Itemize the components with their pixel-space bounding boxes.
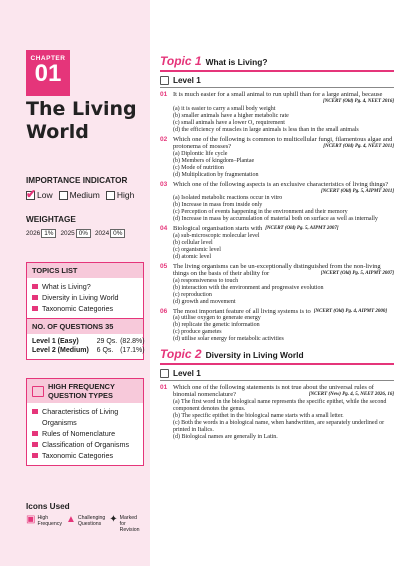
question-item [160, 225, 394, 260]
high-frequency-card [26, 378, 144, 466]
icon-legend-item [109, 515, 144, 533]
topic-list-item-label: Taxonomic Categories [42, 304, 114, 313]
question-item [160, 308, 394, 343]
question-reference: [NCERT (Old) Pg. 4, AIPMT 2000] [313, 308, 388, 314]
option: (d) the efficiency of muscles in large animals is less than in the small animals [173, 126, 359, 133]
bullet-icon [32, 431, 38, 436]
option: (c) organismic level [173, 246, 221, 253]
bullet-icon [32, 453, 38, 458]
options [160, 233, 394, 261]
qs-cell: 6 Qs. [96, 347, 114, 354]
topic1-questions [160, 91, 394, 343]
level-heading [160, 369, 394, 378]
question-text [173, 181, 394, 196]
weightage-year: 2026 [26, 230, 41, 237]
question-reference: [NCERT (Old) Pg. 4, NEET 2016] [323, 99, 394, 105]
option: (d) Multiplication by fragmentation [173, 171, 259, 178]
weightage-value: 0% [110, 229, 125, 238]
option: (d) Increase in mass by accumulation of material both on surface as well as internally [173, 216, 378, 223]
option: (b) interaction with the environment and progressive evolution [173, 284, 324, 291]
icons-used-heading: Icons Used [26, 502, 70, 511]
option: (b) Increase in mass from inside only [173, 202, 263, 209]
option: (a) utilise oxygen to generate energy [173, 315, 261, 322]
option: (c) small animals have a lower O₂ requirement [173, 119, 285, 126]
question-item [160, 91, 394, 134]
importance-medium-checkbox [59, 191, 68, 200]
table-row [32, 337, 148, 346]
question-stem: Which one of the following aspects is an exclusive characteristics of living things? [173, 180, 389, 188]
icon-label-2: Frequency [37, 521, 62, 527]
topic-list-item-label: Diversity in Living World [42, 293, 119, 302]
option: (a) Diplontic life cycle [173, 150, 228, 157]
topic2-questions [160, 384, 394, 441]
bullet-icon [32, 306, 38, 311]
level-icon [160, 369, 169, 378]
question-count-card [26, 318, 144, 360]
option: (a) Isolated metabolic reactions occur in vitro [173, 195, 283, 202]
level-cell: Level 2 (Medium) [32, 347, 89, 354]
question-number: 04 [160, 225, 168, 233]
level-icon [160, 76, 169, 85]
icon-label-1: High [37, 515, 49, 521]
option: (c) Both the words in a biological name, when handwritten, are separately underlined or printed in Italics. [173, 419, 385, 433]
table-row [32, 346, 148, 355]
option: (b) replicate the genetic information [173, 322, 260, 329]
weightage-heading: WEIGHTAGE [26, 215, 76, 224]
question-stem: Biological organisation starts with [173, 225, 263, 233]
list-item [32, 406, 138, 428]
question-stem: The living organisms can be un-exceptionally distinguished from the non-living things on the basis of their ability for [173, 262, 381, 278]
bullet-icon [32, 284, 38, 289]
divider [160, 363, 394, 365]
icon-label-1: Challenging [77, 515, 106, 521]
topic-list-item [32, 281, 138, 292]
option: (b) Members of kingdom–Plantae [173, 157, 255, 164]
chapter-label: CHAPTER [30, 55, 66, 62]
option: (a) it is easier to carry a small body weight [173, 105, 276, 112]
divider [160, 70, 394, 72]
topic-list-item [32, 303, 138, 314]
icon-label-2: Questions [77, 521, 102, 527]
importance-indicator [26, 176, 144, 200]
chapter-title-line2: World [26, 121, 89, 143]
topic-number: Topic 2 [160, 347, 202, 362]
icon-label-2: Revision [119, 527, 140, 533]
weightage-year: 2025 [60, 230, 75, 237]
question-text [173, 263, 394, 278]
question-item [160, 384, 394, 441]
options [160, 195, 394, 223]
main-content [160, 54, 394, 443]
question-stem: Which one of the following is common to multicellular fungi, filamentous algae and protonema of mosses? [173, 135, 393, 151]
hf-line2: QUESTION TYPES [48, 391, 113, 400]
hf-item-label: Rules of Nomenclature [42, 429, 116, 438]
qs-cell: 29 Qs. [96, 338, 118, 345]
option: (b) The specific epithet in the biological name starts with a small letter. [173, 412, 344, 419]
hf-item-label: Characteristics of Living Organisms [42, 407, 119, 427]
option: (d) Biological names are generally in Latin. [173, 433, 278, 440]
left-panel [0, 0, 150, 566]
question-reference: [NCERT (Old) Pg. 5, AIPMT 2011] [320, 189, 394, 195]
level-label: Level 1 [173, 76, 201, 85]
question-number: 01 [160, 91, 168, 98]
importance-high-checkbox [106, 191, 115, 200]
question-text [173, 91, 394, 106]
high-frequency-heading-text [48, 382, 115, 400]
topic-heading [160, 347, 394, 361]
options [160, 315, 394, 343]
high-frequency-heading [27, 379, 143, 403]
question-item [160, 263, 394, 306]
topic-title: What is Living? [205, 57, 268, 67]
question-text [173, 136, 394, 151]
hf-line1: HIGH FREQUENCY [48, 382, 115, 391]
level-label: Level 1 [173, 369, 201, 379]
option: (c) Mode of nutrition [173, 164, 224, 171]
hf-item-label: Classification of Organisms [42, 440, 130, 449]
pct-cell: (17.1%) [120, 347, 145, 354]
weightage [26, 215, 144, 238]
topic-title: Diversity in Living World [205, 350, 304, 361]
option: (c) Perception of events happening in the environment and their memory [173, 209, 348, 216]
check-icon: ✔ [26, 186, 37, 201]
icon-legend-label [78, 515, 105, 527]
option: (c) produce gametes [173, 329, 222, 336]
bullet-icon [32, 442, 38, 447]
options [160, 399, 394, 441]
question-text [173, 308, 387, 315]
question-number: 06 [160, 307, 168, 315]
divider [160, 380, 394, 381]
bullet-icon [32, 295, 38, 300]
icon-legend-label [120, 515, 144, 533]
question-text [173, 225, 339, 232]
option: (d) atomic level [173, 253, 211, 260]
option: (d) utilise solar energy for metabolic activities [173, 336, 284, 343]
weightage-value: 1% [41, 229, 56, 238]
bullet-icon [32, 409, 38, 414]
topic-number: Topic 1 [160, 54, 202, 68]
pct-cell: (82.8%) [120, 338, 145, 345]
question-count-table [32, 337, 148, 355]
options [160, 106, 394, 134]
pin-icon: ✦ [109, 514, 118, 525]
question-count-heading: NO. OF QUESTIONS 35 [27, 319, 143, 334]
options [160, 151, 394, 179]
topic-heading [160, 54, 394, 68]
importance-low-label: Low [37, 190, 53, 200]
high-frequency-icon: ▣ [26, 514, 36, 525]
question-reference: [NCERT (Old) Pg. 5, AIPMT 2007] [265, 226, 339, 232]
question-number: 03 [160, 180, 168, 188]
option: (c) reproduction [173, 291, 212, 298]
weightage-value: 0% [76, 229, 91, 238]
option: (a) sub-microscopic molecular level [173, 232, 260, 239]
option: (b) cellular level [173, 239, 213, 246]
challenging-icon: ▲ [65, 514, 76, 525]
chapter-title-line1: The Living [26, 98, 137, 120]
question-text [173, 384, 394, 399]
high-frequency-icon [32, 386, 44, 397]
question-item [160, 136, 394, 179]
importance-high-label: High [116, 190, 135, 200]
icon-legend-item [26, 515, 62, 533]
list-item [32, 428, 138, 439]
option: (d) growth and movement [173, 298, 236, 305]
hf-item-label: Taxonomic Categories [42, 451, 114, 460]
divider [160, 87, 394, 88]
option: (b) smaller animals have a higher metabolic rate [173, 112, 289, 119]
question-reference: [NCERT (Old) Pg. 4, NEET 2011] [323, 144, 394, 150]
icon-legend-item [66, 515, 105, 533]
question-stem: Which one of the following statements is not true about the universal rules of binomial nomenclature? [173, 384, 374, 399]
icon-label-1: Marked for [119, 515, 137, 527]
level-heading [160, 76, 394, 85]
topic-list-item-label: What is Living? [42, 282, 91, 291]
icon-legend-label [37, 515, 62, 527]
question-item [160, 181, 394, 224]
topics-list-heading: TOPICS LIST [27, 263, 143, 278]
list-item [32, 450, 138, 461]
chapter-title [26, 98, 137, 144]
question-stem: The most important feature of all living systems is to [173, 307, 311, 315]
importance-medium-label: Medium [69, 190, 100, 200]
topic-list-item [32, 292, 138, 303]
question-number: 02 [160, 135, 168, 143]
question-reference: [NCERT (New) Pg. 4, 5, NEET 2026, 16] [308, 392, 394, 398]
weightage-year: 2024 [94, 230, 110, 237]
options [160, 278, 394, 306]
option: (a) The first word in the biological name represents the specific epithet, while the second component denotes the genus. [173, 398, 387, 412]
icons-used [26, 502, 148, 533]
question-number: 01 [160, 384, 168, 392]
question-stem: It is much easier for a small animal to run uphill than for a large animal, because [173, 91, 383, 98]
importance-low-checkbox [26, 186, 37, 201]
chapter-badge [26, 50, 70, 96]
chapter-number: 01 [34, 60, 62, 87]
option: (a) responsiveness to touch [173, 277, 239, 284]
topics-list-card [26, 262, 144, 319]
level-cell: Level 1 (Easy) [32, 338, 79, 345]
importance-heading: IMPORTANCE INDICATOR [26, 176, 128, 185]
question-number: 05 [160, 262, 168, 270]
question-reference: [NCERT (Old) Pg. 5, AIPMT 2007] [320, 271, 394, 277]
list-item [32, 439, 138, 450]
